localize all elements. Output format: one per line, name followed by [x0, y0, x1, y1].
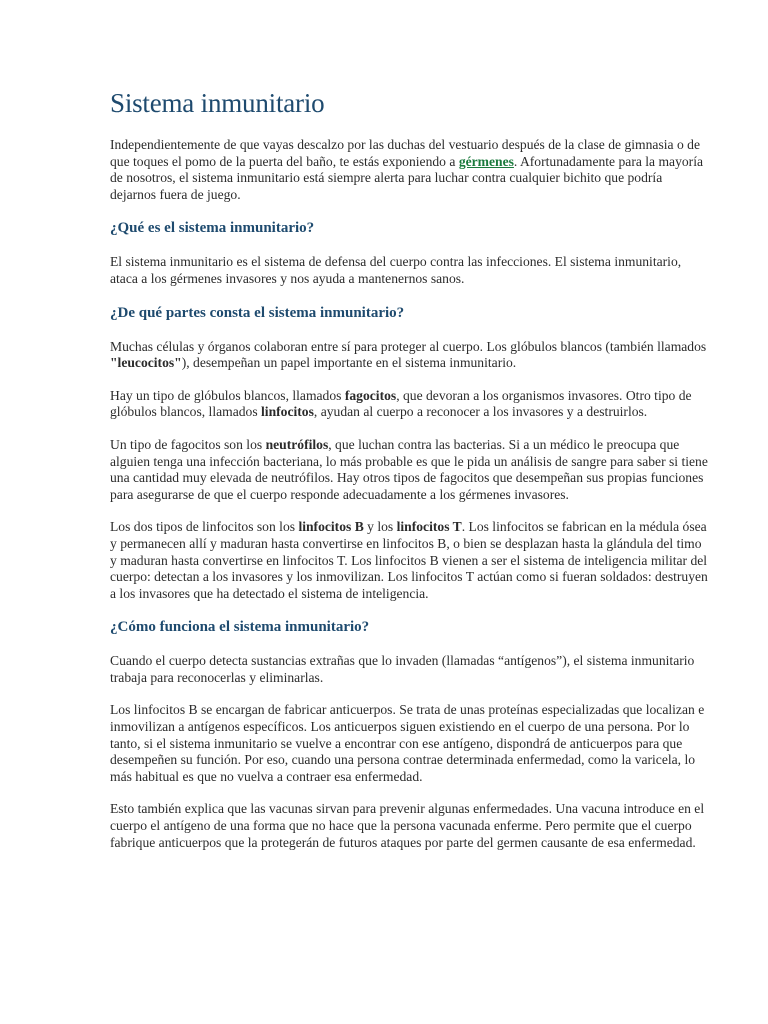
section-heading-what-is: ¿Qué es el sistema inmunitario? — [110, 220, 315, 237]
intro-text-end: . Afortunadamente para la mayoría de nosotros, el sistema inmunitario está siempre alerta para luchar contra cualquier bichito que podría dejarnos fuera de juego. — [110, 153, 704, 202]
how-works-paragraph-3: Esto también explica que las vacunas sirvan para prevenir algunas enfermedades. Una vacuna introduce en el cuerpo el antígeno de una forma que no hace que la persona vacunada enferme. Pero permite que el cuerpo fabrique anticuerpos que la protegerán de futuros ataques por parte del germen causante de esa enfermedad. — [110, 801, 705, 850]
parts-p1-text-a: Muchas células y órganos colaboran entre sí para proteger al cuerpo. Los glóbulos blancos (también llamados — [110, 338, 707, 354]
parts-p4-text-e: . Los linfocitos se fabrican en la médula ósea y permanecen allí y maduran hasta convertirse en linfocitos B, o bien se desplazan hasta la glándula del timo y maduran hasta convertirse en linfocitos T. Los linfocitos B vienen a ser el sistema de inteligencia militar del cuerpo: detectan a los invasores y los inmovilizan. Los linfocitos T actúan como si fueran soldados: destruyen a los invasores que ha detectado el sistema de inteligencia. — [110, 519, 708, 601]
germenes-link[interactable]: gérmenes — [458, 153, 514, 169]
parts-paragraph-1 — [110, 339, 710, 372]
parts-p2-text-c: , que devoran a los organismos invasores. Otro tipo de glóbulos blancos, llamados — [110, 387, 692, 420]
page-title: Sistema inmunitario — [110, 88, 325, 118]
term-linfocitos-b: linfocitos B — [298, 519, 364, 535]
parts-p4-text-c: y los — [363, 519, 397, 535]
section-heading-parts: ¿De qué partes consta el sistema inmunitario? — [110, 304, 405, 321]
section-heading-how-works: ¿Cómo funciona el sistema inmunitario? — [110, 619, 370, 636]
parts-p2-text-e: , ayudan al cuerpo a reconocer a los invasores y a destruirlos. — [313, 404, 648, 420]
intro-text-start: Independientemente de que vayas descalzo por las duchas del vestuario después de la clase de gimnasia o de que toques el pomo de la puerta del baño, te estás exponiendo a — [110, 137, 700, 169]
parts-paragraph-2 — [110, 388, 710, 421]
parts-p2-text-a: Hay un tipo de glóbulos blancos, llamados — [110, 387, 345, 403]
parts-p1-text-c: ), desempeñan un papel importante en el sistema inmunitario. — [181, 355, 517, 371]
term-leucocitos: "leucocitos" — [110, 355, 182, 371]
how-works-paragraph-1: Cuando el cuerpo detecta sustancias extrañas que lo invaden (llamadas “antígenos”), el sistema inmunitario trabaja para reconocerlas y eliminarlas. — [110, 653, 695, 685]
parts-paragraph-4 — [110, 519, 710, 602]
how-works-paragraph-2: Los linfocitos B se encargan de fabricar anticuerpos. Se trata de unas proteínas especializadas que localizan e inmovilizan a antígenos específicos. Los anticuerpos siguen existiendo en el cuerpo de una persona. Por lo tanto, si el sistema inmunitario se vuelve a encontrar con ese antígeno, dispondrá de anticuerpos para que desempeñen su función. Por eso, cuando una persona contrae determinada enfermedad, como la varicela, lo más habitual es que no vuelva a contraer esa enfermedad. — [110, 702, 705, 784]
term-linfocitos-t: linfocitos T — [396, 519, 462, 535]
section-what-is-paragraph: El sistema inmunitario es el sistema de defensa del cuerpo contra las infecciones. El sistema inmunitario, ataca a los gérmenes invasores y nos ayuda a mantenernos sanos. — [110, 254, 682, 286]
parts-p3-text-c: , que luchan contra las bacterias. Si a un médico le preocupa que alguien tenga una infección bacteriana, lo más probable es que le pida un análisis de sangre para saber si tiene una cantidad muy elevada de neutrófilos. Hay otros tipos de fagocitos que desempeñan sus propias funciones para asegurarse de que el cuerpo responde adecuadamente a los gérmenes invasores. — [110, 436, 708, 502]
parts-p4-text-a: Los dos tipos de linfocitos son los — [110, 519, 299, 535]
term-fagocitos: fagocitos — [344, 387, 397, 403]
term-neutrofilos: neutrófilos — [265, 436, 329, 452]
intro-paragraph — [110, 137, 710, 203]
parts-paragraph-3 — [110, 437, 710, 503]
parts-p3-text-a: Un tipo de fagocitos son los — [110, 436, 266, 452]
document-page — [110, 86, 710, 867]
term-linfocitos: linfocitos — [261, 404, 314, 420]
